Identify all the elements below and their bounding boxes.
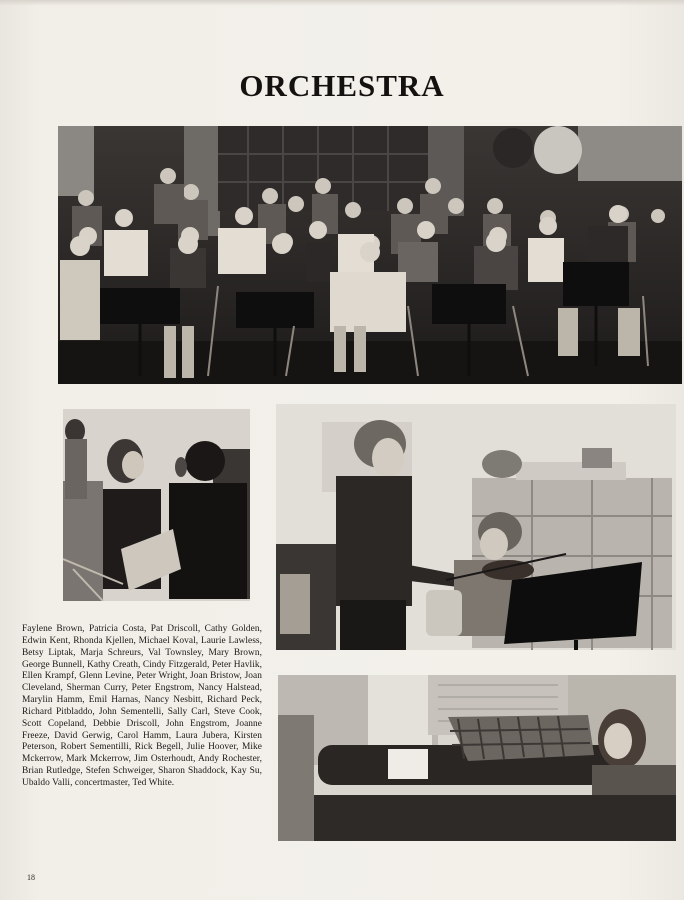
orchestra-group-photo <box>58 126 682 384</box>
singers-rehearsal-photo <box>63 409 250 601</box>
page-title: ORCHESTRA <box>239 68 445 103</box>
page-edge <box>0 0 684 6</box>
teacher-photo-image <box>276 404 676 650</box>
roster-caption: Faylene Brown, Patricia Costa, Pat Driscoll, Cathy Golden, Edwin Kent, Rhonda Kjellen, Michael Koval, Laurie Lawless, Betsy Liptak, Marja Schreurs, Val Townsley, Mary Brown, George Bunnell, Kathy Creath, Cindy Fitzgerald, Peter Havlik, Ellen Krampf, Glenn Levine, Peter Wright, Joan Bristow, Joan Cleveland, Sherman Curry, Peter Engstrom, Nancy Halstead, Marylin Hamm, Emil Harnas, Nancy Nesbitt, Richard Peck, Richard Pitbladdo, John Sementelli, Sally Carl, Steve Cook, Scott Copeland, Debbie Driscoll, John Engstrom, Joanne Freeze, David Gerwig, Carol Hamm, Laura Jubera, Kirsten Peterson, Robert Sementilli, Rick Begell, Julie Hoover, Mike Mckerrow, Mark Mckerrow, Jim Osterhoudt, Andy Rochester, Brian Rutledge, Stefen Schweiger, Sharon Shaddock, Kay Su, Ubaldo Valli, concertmaster, Ted White. <box>22 624 262 788</box>
group-photo-image <box>58 126 682 384</box>
page-number: 18 <box>27 873 35 882</box>
student-lounging-photo <box>278 675 676 841</box>
teacher-violinist-photo <box>276 404 676 650</box>
lounge-photo-image <box>278 675 676 841</box>
singers-photo-image <box>63 409 250 601</box>
